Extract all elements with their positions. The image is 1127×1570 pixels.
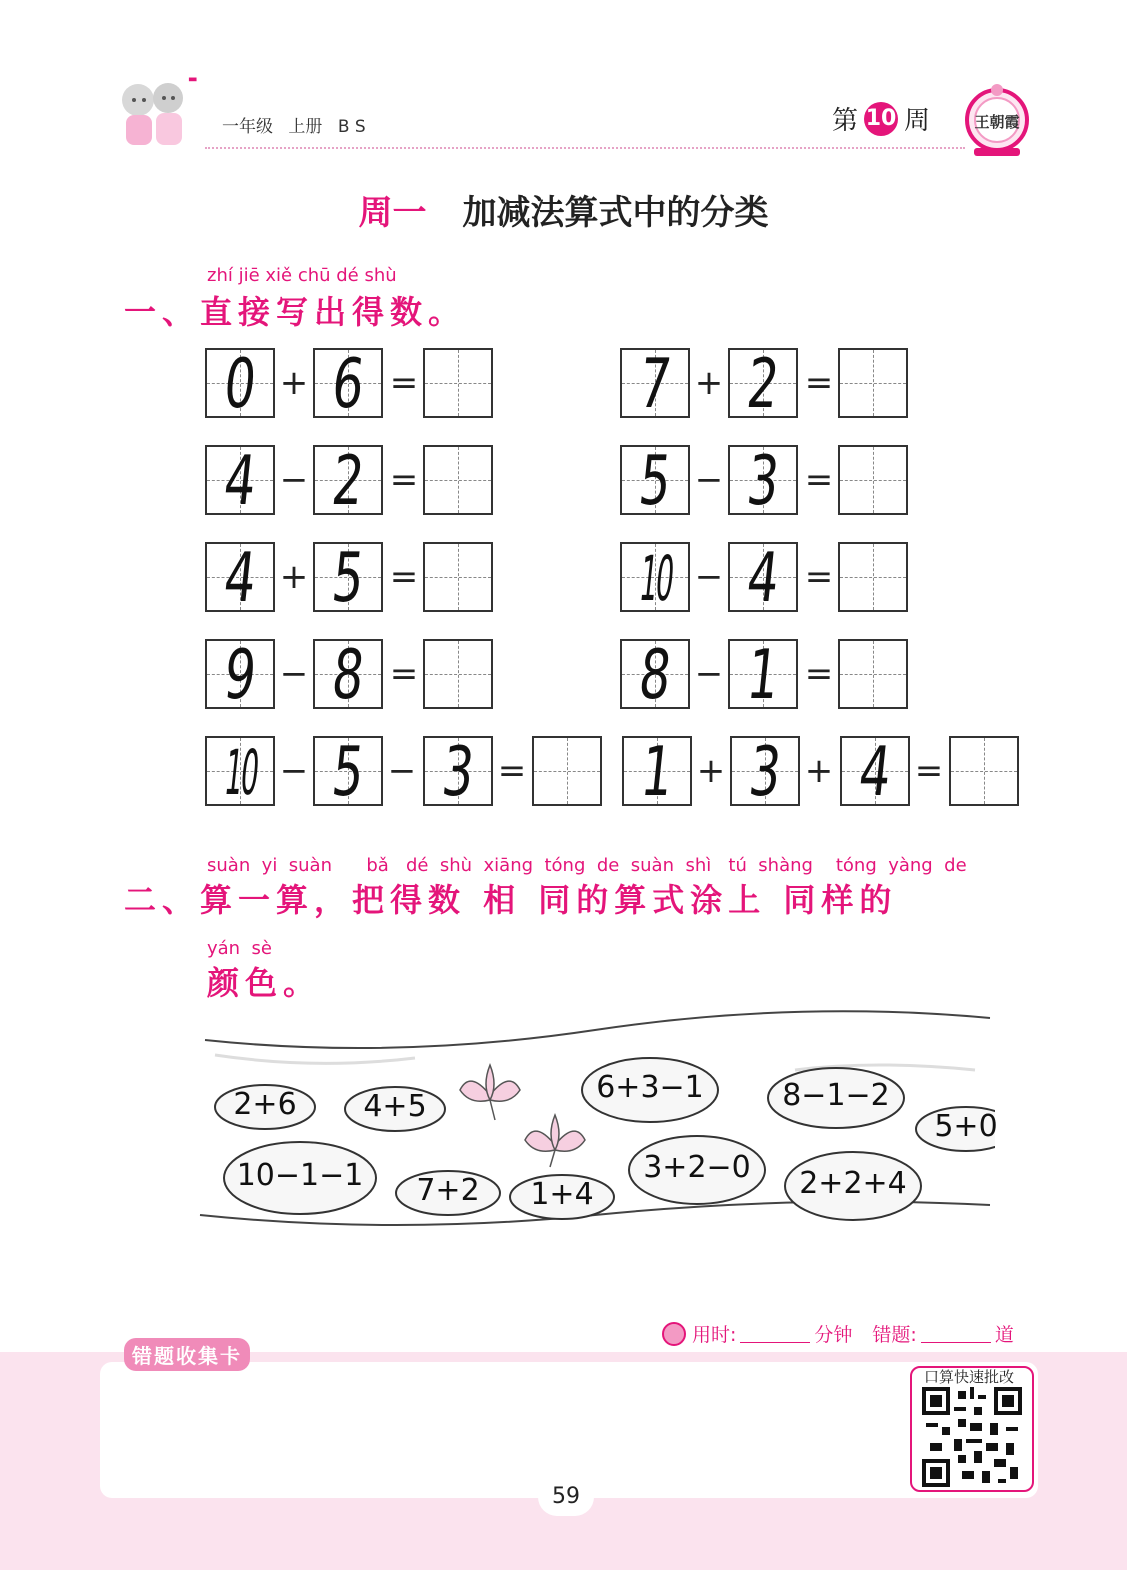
given-number: 3 (745, 733, 785, 812)
operand-box (622, 733, 692, 812)
operand-box (205, 345, 275, 424)
given-number: 2 (743, 345, 783, 424)
expression-label[interactable]: 8−1−2 (782, 1078, 890, 1113)
mistake-card-label: 错题收集卡 (124, 1338, 250, 1371)
operand-box (205, 442, 275, 521)
volume-label: 上册 (288, 117, 323, 137)
operand-box (423, 733, 493, 812)
answer-box[interactable] (838, 348, 908, 418)
header-divider (205, 147, 965, 149)
operand-box (313, 733, 383, 812)
given-number: 2 (328, 442, 368, 521)
equals-sign: = (804, 654, 834, 694)
operator-sign: + (694, 363, 724, 403)
operand-box (313, 636, 383, 715)
operand-box (620, 542, 690, 615)
given-number: 5 (328, 539, 368, 618)
given-number: 10 (636, 542, 676, 615)
section2-heading-line1: 二、算一算，把得数 相 同的算式涂上 同样的 (124, 881, 898, 919)
equals-sign: = (914, 751, 944, 791)
answer-box[interactable] (423, 639, 493, 709)
expression-label[interactable]: 2+6 (233, 1087, 297, 1122)
expression-label[interactable]: 2+2+4 (799, 1166, 907, 1201)
given-number: 10 (221, 736, 261, 809)
week-number: 10 (864, 102, 898, 136)
answer-box[interactable] (423, 445, 493, 515)
equals-sign: = (804, 363, 834, 403)
grade-label: 一年级 (222, 117, 273, 137)
operator-sign: − (279, 751, 309, 791)
equals-sign: = (497, 751, 527, 791)
svg-text:▬: ▬ (188, 74, 198, 85)
equals-sign: = (804, 460, 834, 500)
operator-sign: + (279, 557, 309, 597)
given-number: 5 (328, 733, 368, 812)
week-suffix: 周 (904, 106, 931, 136)
given-number: 8 (328, 636, 368, 715)
given-number: 4 (220, 539, 260, 618)
given-number: 3 (438, 733, 478, 812)
operator-sign: + (696, 751, 726, 791)
section2-pinyin-line2: yán sè (207, 938, 272, 959)
title-day: 周一 (358, 193, 427, 233)
given-number: 4 (220, 442, 260, 521)
expression-label[interactable]: 3+2−0 (643, 1150, 751, 1185)
qr-code-icon[interactable] (922, 1387, 1022, 1487)
equals-sign: = (389, 654, 419, 694)
given-number: 9 (220, 636, 260, 715)
given-number: 8 (635, 636, 675, 715)
edition-label: B S (337, 117, 366, 137)
given-number: 3 (743, 442, 783, 521)
errors-label: 错题: (872, 1324, 917, 1346)
week-indicator (832, 100, 930, 137)
expression-label[interactable]: 1+4 (530, 1177, 594, 1212)
section2-heading-line2: 颜色。 (207, 964, 322, 1002)
answer-box[interactable] (838, 542, 908, 612)
expression-label[interactable]: 6+3−1 (596, 1070, 704, 1105)
equals-sign: = (389, 460, 419, 500)
time-unit: 分钟 (814, 1324, 853, 1346)
answer-box[interactable] (838, 445, 908, 515)
operand-box (313, 345, 383, 424)
expression-label[interactable]: 5+0 (934, 1109, 998, 1144)
operator-sign: − (694, 460, 724, 500)
operand-box (205, 539, 275, 618)
section1-heading: 一、直接写出得数。 (124, 293, 467, 331)
operator-sign: − (279, 654, 309, 694)
answer-box[interactable] (423, 348, 493, 418)
operand-box (730, 733, 800, 812)
time-label: 用时: (692, 1324, 737, 1346)
operator-sign: + (279, 363, 309, 403)
answer-box[interactable] (532, 736, 602, 806)
operand-box (620, 345, 690, 424)
given-number: 1 (743, 636, 783, 715)
answer-box[interactable] (838, 639, 908, 709)
equals-sign: = (804, 557, 834, 597)
expression-label[interactable]: 7+2 (416, 1173, 480, 1208)
operand-box (620, 636, 690, 715)
given-number: 6 (328, 345, 368, 424)
given-number: 0 (220, 345, 260, 424)
operand-box (728, 539, 798, 618)
qr-caption: 口算快速批改 (924, 1368, 1015, 1386)
operand-box (840, 733, 910, 812)
operand-box (728, 442, 798, 521)
clock-icon (662, 1322, 686, 1346)
answer-box[interactable] (949, 736, 1019, 806)
operand-box (728, 636, 798, 715)
operator-sign: − (279, 460, 309, 500)
given-number: 4 (743, 539, 783, 618)
kids-illustration (108, 70, 203, 155)
given-number: 5 (635, 442, 675, 521)
title-topic: 加减法算式中的分类 (462, 193, 769, 233)
operand-box (205, 636, 275, 715)
errors-unit: 道 (994, 1324, 1014, 1346)
operator-sign: − (694, 557, 724, 597)
expression-label[interactable]: 4+5 (363, 1089, 427, 1124)
page-title (0, 185, 1127, 234)
grade-info (222, 112, 376, 137)
given-number: 4 (855, 733, 895, 812)
equals-sign: = (389, 557, 419, 597)
section2-pinyin-line1: suàn yi suàn bǎ dé shù xiāng tóng de suàn shì tú shàng tóng yàng de (207, 855, 967, 876)
operand-box (620, 442, 690, 521)
expression-label[interactable]: 10−1−1 (236, 1158, 364, 1193)
time-blank[interactable] (740, 1324, 810, 1343)
operand-box (728, 345, 798, 424)
operator-sign: + (804, 751, 834, 791)
equals-sign: = (389, 363, 419, 403)
section1-pinyin: zhí jiē xiě chū dé shù (207, 265, 397, 286)
operator-sign: − (694, 654, 724, 694)
operand-box (313, 539, 383, 618)
answer-box[interactable] (423, 542, 493, 612)
errors-blank[interactable] (921, 1324, 991, 1343)
brand-seal-logo (962, 80, 1032, 158)
page-number: 59 (538, 1478, 594, 1516)
svg-text:王朝霞: 王朝霞 (974, 113, 1020, 131)
time-errors-record (662, 1320, 1014, 1347)
week-prefix: 第 (832, 106, 859, 136)
operand-box (205, 736, 275, 809)
operand-box (313, 442, 383, 521)
given-number: 7 (635, 345, 675, 424)
operator-sign: − (387, 751, 417, 791)
given-number: 1 (637, 733, 677, 812)
